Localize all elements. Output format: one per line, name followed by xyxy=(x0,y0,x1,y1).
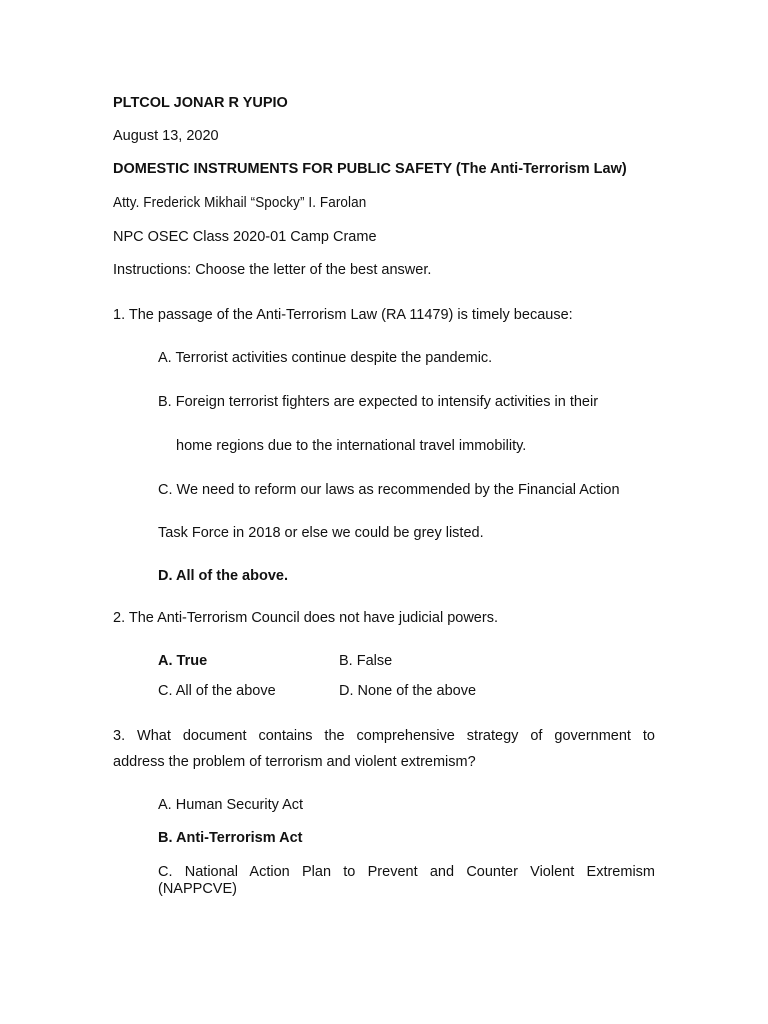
document-date: August 13, 2020 xyxy=(113,128,219,144)
question-2-option-c: C. All of the above xyxy=(158,683,276,699)
question-1-option-b-line1: B. Foreign terrorist fighters are expected to intensify activities in their xyxy=(158,394,599,410)
author-name: PLTCOL JONAR R YUPIO xyxy=(113,95,288,111)
question-1-option-c-line1: C. We need to reform our laws as recommended by the Financial Action xyxy=(158,482,620,498)
question-1-option-d-answer: D. All of the above. xyxy=(158,568,288,584)
question-1-option-a: A. Terrorist activities continue despite the pandemic. xyxy=(158,350,493,366)
question-3-prompt-line2: address the problem of terrorism and violent extremism? xyxy=(113,754,476,770)
question-3-option-c xyxy=(158,863,655,881)
question-3-prompt xyxy=(113,727,655,745)
question-3-option-b-answer: B. Anti-Terrorism Act xyxy=(158,830,303,846)
lecturer-name: Atty. Frederick Mikhail “Spocky” I. Farolan xyxy=(113,195,367,211)
question-3-option-c-line2: (NAPPCVE) xyxy=(158,881,237,897)
class-info: NPC OSEC Class 2020-01 Camp Crame xyxy=(113,229,377,245)
question-3-option-a: A. Human Security Act xyxy=(158,797,304,813)
question-2-prompt: 2. The Anti-Terrorism Council does not have judicial powers. xyxy=(113,610,498,626)
question-2-option-d: D. None of the above xyxy=(339,683,477,699)
question-1-option-c-line2: Task Force in 2018 or else we could be grey listed. xyxy=(158,525,484,541)
question-3-option-c-line1: C. National Action Plan to Prevent and Counter Violent Extremism xyxy=(158,864,655,880)
document-title: DOMESTIC INSTRUMENTS FOR PUBLIC SAFETY (The Anti-Terrorism Law) xyxy=(113,161,627,177)
instructions-text: Instructions: Choose the letter of the best answer. xyxy=(113,262,432,278)
question-2-option-b: B. False xyxy=(339,653,393,669)
question-1-prompt: 1. The passage of the Anti-Terrorism Law (RA 11479) is timely because: xyxy=(113,307,573,323)
question-1-option-b-line2: home regions due to the international travel immobility. xyxy=(176,438,527,454)
question-3-prompt-line1: 3. What document contains the comprehensive strategy of government to xyxy=(113,728,655,744)
question-2-option-a-answer: A. True xyxy=(158,653,208,669)
